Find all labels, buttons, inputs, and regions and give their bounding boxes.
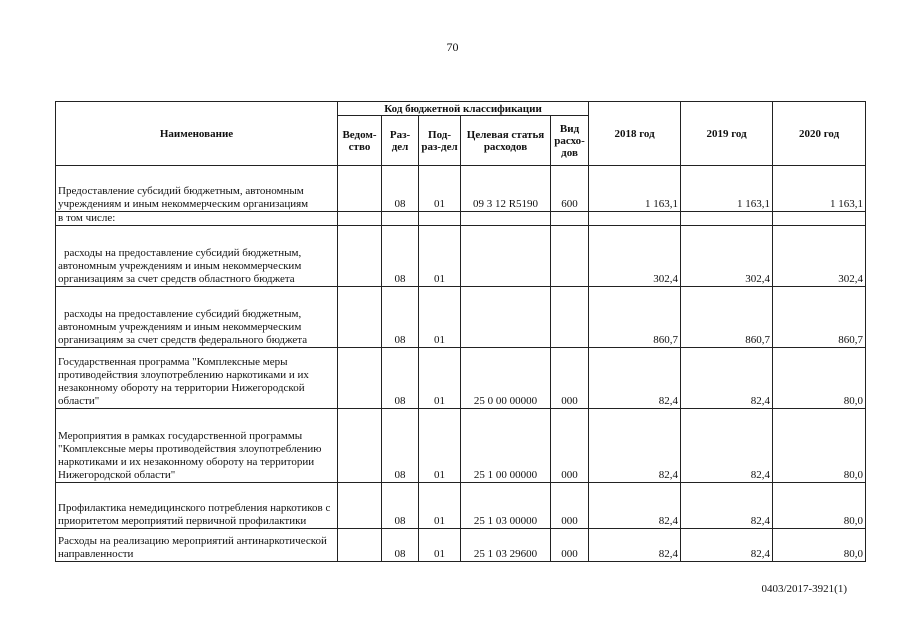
row-2018: 82,4 [589,409,681,483]
row-name: в том числе: [56,212,338,226]
row-2019: 82,4 [681,529,773,562]
table-row [56,166,866,212]
row-2018: 82,4 [589,529,681,562]
header-vedomstvo: Ведом-ство [338,116,382,166]
row-name: расходы на предоставление субсидий бюджетным, автономным учреждениям и иным некоммерческим организациям за счет средств федерального бюджета [56,287,338,348]
header-podrazdel: Под-раз-дел [419,116,461,166]
row-csr: 25 1 03 29600 [461,529,551,562]
row-2020: 80,0 [773,529,866,562]
row-2019: 302,4 [681,226,773,287]
row-2018: 1 163,1 [589,166,681,212]
table-row [56,212,866,226]
header-2020: 2020 год [773,102,866,166]
header-name: Наименование [56,102,338,166]
row-vr [551,287,589,348]
row-vr: 000 [551,483,589,529]
row-pr [419,212,461,226]
row-rz: 08 [382,483,419,529]
header-2018: 2018 год [589,102,681,166]
row-ved [338,226,382,287]
row-rz: 08 [382,409,419,483]
row-ved [338,166,382,212]
row-2020: 80,0 [773,409,866,483]
header-kbk: Код бюджетной классификации [338,102,589,116]
row-pr: 01 [419,529,461,562]
row-csr: 09 3 12 R5190 [461,166,551,212]
header-csr: Целевая статья расходов [461,116,551,166]
row-2018: 302,4 [589,226,681,287]
row-2018: 82,4 [589,483,681,529]
row-rz: 08 [382,348,419,409]
row-rz [382,212,419,226]
row-csr [461,287,551,348]
header-2019: 2019 год [681,102,773,166]
table-row [56,348,866,409]
row-name: Профилактика немедицинского потребления наркотиков с приоритетом мероприятий первичной профилактики [56,483,338,529]
table-row [56,409,866,483]
header-vid: Вид расхо-дов [551,116,589,166]
row-ved [338,212,382,226]
row-pr: 01 [419,348,461,409]
row-ved [338,348,382,409]
row-rz: 08 [382,529,419,562]
row-vr [551,226,589,287]
row-ved [338,483,382,529]
row-2018 [589,212,681,226]
row-ved [338,287,382,348]
row-vr [551,212,589,226]
row-rz: 08 [382,226,419,287]
table-row [56,483,866,529]
row-name: расходы на предоставление субсидий бюджетным, автономным учреждениям и иным некоммерческим организациям за счет средств областного бюджета [56,226,338,287]
row-rz: 08 [382,287,419,348]
row-name: Мероприятия в рамках государственной программы "Комплексные меры противодействия злоупотреблению наркотиками и их незаконному обороту на территории Нижегородской области" [56,409,338,483]
row-csr [461,226,551,287]
row-2019: 860,7 [681,287,773,348]
row-name: Расходы на реализацию мероприятий антинаркотической направленности [56,529,338,562]
row-2020: 1 163,1 [773,166,866,212]
table-row [56,529,866,562]
row-ved [338,529,382,562]
row-2020: 80,0 [773,483,866,529]
row-pr: 01 [419,226,461,287]
row-csr [461,212,551,226]
row-2019 [681,212,773,226]
row-vr: 000 [551,409,589,483]
row-csr: 25 1 03 00000 [461,483,551,529]
row-pr: 01 [419,409,461,483]
row-2018: 860,7 [589,287,681,348]
header-razdel: Раз-дел [382,116,419,166]
row-vr: 000 [551,529,589,562]
row-csr: 25 1 00 00000 [461,409,551,483]
row-2020: 860,7 [773,287,866,348]
row-rz: 08 [382,166,419,212]
document-code: 0403/2017-3921(1) [761,583,847,595]
budget-table [55,101,866,562]
row-2019: 1 163,1 [681,166,773,212]
row-pr: 01 [419,287,461,348]
row-2020 [773,212,866,226]
page-number: 70 [446,40,459,54]
row-2019: 82,4 [681,409,773,483]
row-name: Государственная программа "Комплексные меры противодействия злоупотреблению наркотиками и их незаконному обороту на территории Нижегородской области" [56,348,338,409]
row-2019: 82,4 [681,348,773,409]
table-row [56,226,866,287]
row-csr: 25 0 00 00000 [461,348,551,409]
row-2020: 302,4 [773,226,866,287]
row-2019: 82,4 [681,483,773,529]
row-pr: 01 [419,483,461,529]
row-name: Предоставление субсидий бюджетным, автономным учреждениям и иным некоммерческим организациям [56,166,338,212]
row-pr: 01 [419,166,461,212]
row-vr: 600 [551,166,589,212]
row-vr: 000 [551,348,589,409]
row-2020: 80,0 [773,348,866,409]
table-row [56,287,866,348]
row-2018: 82,4 [589,348,681,409]
row-ved [338,409,382,483]
